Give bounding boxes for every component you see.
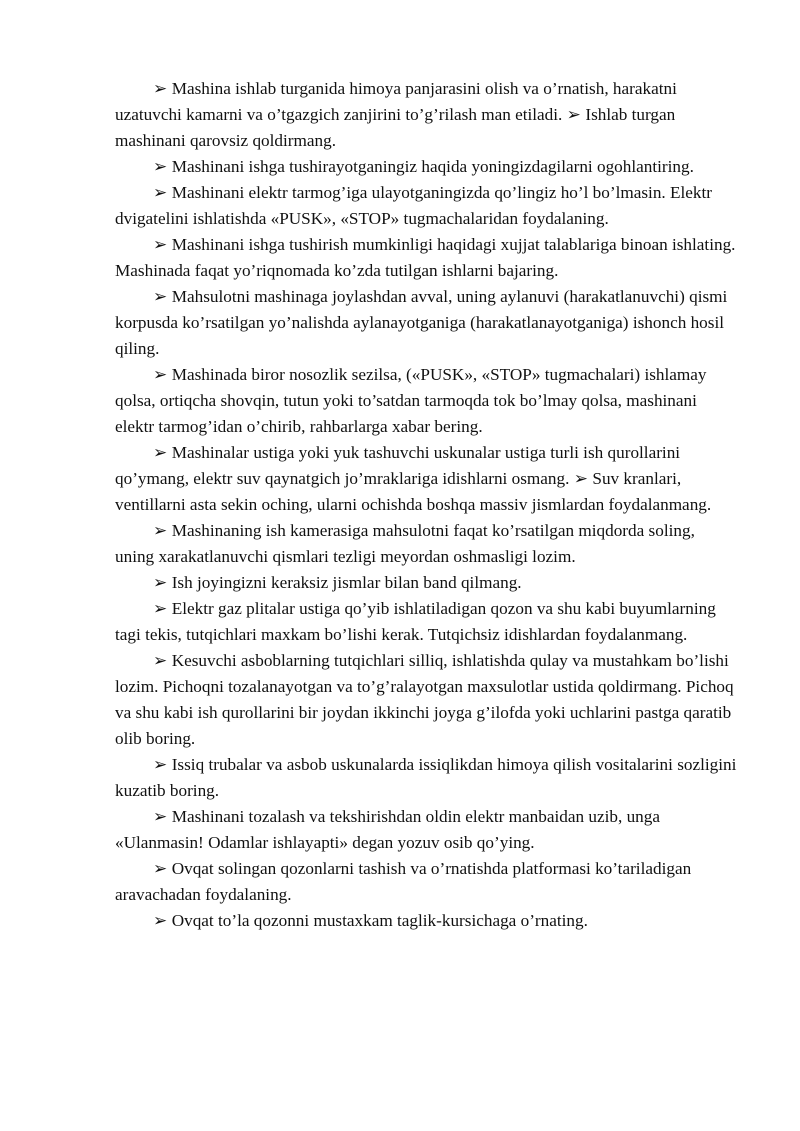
paragraph-workplace-clear: ➢ Ish joyingizni keraksiz jismlar bilan band qilmang. [153,573,522,592]
paragraph-pots-handles: ➢ Elektr gaz plitalar ustiga qo’yib ishlatiladigan qozon va shu kabi buyumlarning tagi tekis, tutqichlari maxkam bo’lishi kerak. Tutqichsiz idishlardan foydalanmang. [115,599,716,644]
paragraph-machine-guard: ➢ Mashina ishlab turganida himoya panjarasini olish va o’rnatish, harakatni uzatuvchi kamarni va o’tgazgich zanjirini to’g’rilash man etiladi. ➢ Ishlab turgan mashinani qarovsiz qoldirmang. [115,79,677,150]
paragraph-cleaning-sign: ➢ Mashinani tozalash va tekshirishdan oldin elektr manbaidan uzib, unga «Ulanmasin! Odamlar ishlayapti» degan yozuv osib qo’ying. [115,807,660,852]
paragraph-hot-pipes: ➢ Issiq trubalar va asbob uskunalarda issiqlikdan himoya qilish vositalarini sozligini kuzatib boring. [115,755,737,800]
paragraph-tools-on-machines: ➢ Mashinalar ustiga yoki yuk tashuvchi uskunalar ustiga turli ish qurollarini qo’ymang, elektr suv qaynatgich jo’mraklariga idishlarni osmang. ➢ Suv kranlari, ventillarni asta sekin oching, ularni ochishda boshqa massiv jismlardan foydalanmang. [115,443,712,514]
paragraph-warn-neighbors: ➢ Mashinani ishga tushirayotganingiz haqida yoningizdagilarni ogohlantiring. [153,157,694,176]
paragraph-transport-pots: ➢ Ovqat solingan qozonlarni tashish va o’rnatishda platformasi ko’tariladigan aravachadan foydalaning. [115,859,692,904]
paragraph-work-chamber: ➢ Mashinaning ish kamerasiga mahsulotni faqat ko’rsatilgan miqdorda soling, uning xarakatlanuvchi qismlari tezligi meyordan oshmasligi lozim. [115,521,695,566]
paragraph-rotation-direction: ➢ Mahsulotni mashinaga joylashdan avval, uning aylanuvi (harakatlanuvchi) qismi korpusda ko’rsatilgan yo’nalishda aylanayotganiga (harakatlanayotganiga) ishonch hosil qiling. [115,287,728,358]
paragraph-operating-docs: ➢ Mashinani ishga tushirish mumkinligi haqidagi xujjat talablariga binoan ishlating. Mashinada faqat yo’riqnomada ko’zda tutilgan ishlarni bajaring. [115,235,736,280]
paragraph-cutting-tools: ➢ Kesuvchi asboblarning tutqichlari silliq, ishlatishda qulay va mustahkam bo’lishi lozim. Pichoqni tozalanayotgan va to’g’ralayotgan maxsulotlar ustida qoldirmang. Pichoq va shu kabi ish qurollarini bir joydan ikkinchi joyga g’ilofda yoki uchlarini pastga qaratib olib boring. [115,651,734,748]
paragraph-wet-hands: ➢ Mashinani elektr tarmog’iga ulayotganingizda qo’lingiz ho’l bo’lmasin. Elektr dvigatelini ishlatishda «PUSK», «STOP» tugmachalaridan foydalaning. [115,183,713,228]
paragraph-malfunction: ➢ Mashinada biror nosozlik sezilsa, («PUSK», «STOP» tugmachalari) ishlamay qolsa, ortiqcha shovqin, tutun yoki to’satdan tarmoqda tok bo’lmay qolsa, mashinani elektr tarmog’idan o’chirib, rahbarlarga xabar bering. [115,365,707,436]
paragraph-full-pot-stand: ➢ Ovqat to’la qozonni mustaxkam taglik-kursichaga o’rnating. [153,911,588,930]
